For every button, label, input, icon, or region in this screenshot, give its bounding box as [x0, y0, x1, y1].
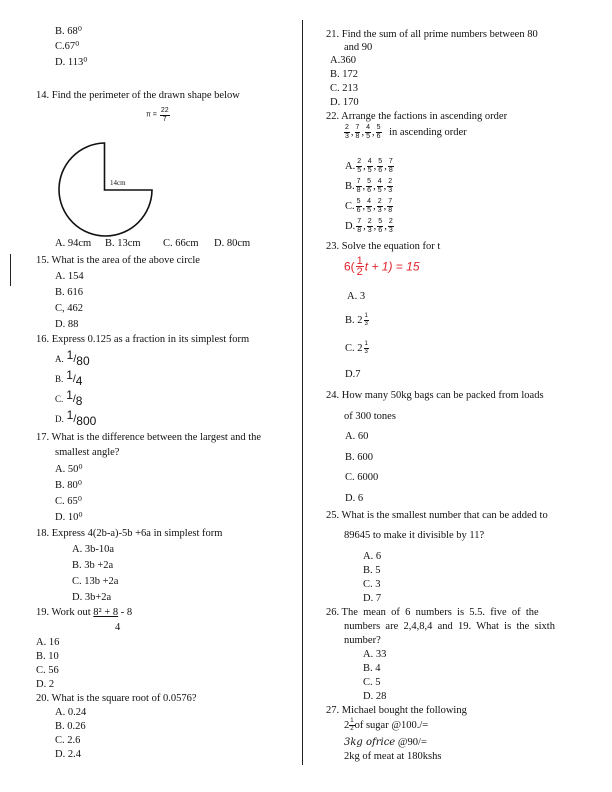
- q26-option-c: C. 5: [363, 677, 381, 688]
- q22-option-d: D. $\frac{7}{8}$ , $\frac{2}{3}$ , $\frac{5}{6}$ , $\frac{2}{3}$: [345, 218, 393, 234]
- q25-question-cont: 89645 to make it divisible by 11?: [344, 530, 485, 541]
- q25-question: 25. What is the smallest number that can be added to: [326, 510, 548, 521]
- q21-option-c: C. 213: [330, 83, 359, 94]
- q21-option-b: B. 172: [330, 69, 359, 80]
- q17-question: 17. What is the difference between the largest and the: [36, 432, 262, 443]
- q15-option-c: C, 462: [55, 303, 84, 314]
- q23-equation: 6( $\frac{1}{2}$ t + 1) = 15: [344, 255, 420, 278]
- q14-option-b: B. 13cm: [105, 238, 141, 249]
- q18-option-b: B. 3b +2a: [72, 560, 114, 571]
- q24-option-d: D. 6: [345, 493, 364, 504]
- q27-item-meat: 2kg of meat at 180kshs: [344, 751, 442, 762]
- q20-option-a: A. 0.24: [55, 707, 87, 718]
- q24-option-c: C. 6000: [345, 472, 379, 483]
- q19-option-d: D. 2: [36, 679, 55, 690]
- q16-option-d: D. 1/800: [55, 408, 97, 428]
- q17-question-cont: smallest angle?: [55, 447, 120, 458]
- q23-question: 23. Solve the equation for t: [326, 241, 441, 252]
- q14-question: 14. Find the perimeter of the drawn shape below: [36, 90, 240, 101]
- q23-option-a: A. 3: [347, 291, 366, 302]
- q13-option-d: D. 113⁰: [55, 57, 88, 68]
- margin-mark: [10, 254, 11, 286]
- q27-question: 27. Michael bought the following: [326, 705, 467, 716]
- figure-radius-label: 14cm: [110, 179, 126, 187]
- q22-fractions: $\frac{2}{3}$ , $\frac{7}{8}$ , $\frac{4}{5}$ , $\frac{5}{6}$ in ascending order: [345, 124, 467, 140]
- q23-option-c: C. 2 $\frac{1}{3}$: [345, 341, 368, 355]
- q19-numerator: 8² + 8: [93, 607, 119, 618]
- q15-option-d: D. 88: [55, 319, 79, 330]
- q25-option-c: C. 3: [363, 579, 381, 590]
- circle-sector-figure: [55, 139, 159, 241]
- q23-option-b: B. 2 $\frac{1}{3}$: [345, 313, 368, 327]
- q19-question: 19. Work out 8² + 8 - 8: [36, 607, 133, 618]
- q15-question: 15. What is the area of the above circle: [36, 255, 200, 266]
- q22-option-c: C. $\frac{5}{6}$ , $\frac{4}{5}$ , $\frac{2}{3}$ , $\frac{7}{8}$: [345, 198, 393, 214]
- q20-option-b: B. 0.26: [55, 721, 86, 732]
- q22-option-a: A. $\frac{2}{5}$ , $\frac{4}{5}$ , $\frac{5}{6}$ , $\frac{7}{8}$: [345, 158, 393, 174]
- column-divider: [302, 20, 303, 765]
- q16-question: 16. Express 0.125 as a fraction in its simplest form: [36, 334, 250, 345]
- q19-option-a: A. 16: [36, 637, 60, 648]
- q14-option-a: A. 94cm: [55, 238, 92, 249]
- q25-option-a: A. 6: [363, 551, 382, 562]
- q24-question-cont: of 300 tones: [344, 411, 396, 422]
- q14-options: [55, 238, 250, 250]
- q13-option-b: B. 68⁰: [55, 26, 82, 37]
- q16-option-c: C. 1/8: [55, 388, 83, 408]
- q18-option-c: C. 13b +2a: [72, 576, 119, 587]
- q19-option-b: B. 10: [36, 651, 59, 662]
- q23-option-d: D.7: [345, 369, 361, 380]
- q14-option-d: D. 80cm: [214, 238, 251, 249]
- q26-question-cont2: number?: [344, 635, 381, 646]
- q19-denominator: 4: [115, 622, 121, 633]
- q26-option-a: A. 33: [363, 649, 387, 660]
- q26-question: 26. The mean of 6 numbers is 5.5. five of the: [326, 607, 539, 618]
- q22-question: 22. Arrange the factions in ascending order: [326, 111, 508, 122]
- q24-option-b: B. 600: [345, 452, 374, 463]
- q18-option-d: D. 3b+2a: [72, 592, 112, 603]
- q15-option-a: A. 154: [55, 271, 84, 282]
- q19-option-c: C. 56: [36, 665, 59, 676]
- q16-option-a: A. 1/80: [55, 348, 90, 368]
- q25-option-b: B. 5: [363, 565, 381, 576]
- q27-item-sugar: 2 $\frac{1}{2}$ of sugar @100./=: [344, 718, 429, 732]
- q26-question-cont: numbers are 2,4,8,4 and 19. What is the sixth: [344, 621, 555, 632]
- q20-option-d: D. 2.4: [55, 749, 81, 760]
- q27-item-rice: 3kg ofrice @90/=: [344, 737, 427, 748]
- q21-option-d: D. 170: [330, 97, 359, 108]
- q21-question-cont: and 90: [344, 42, 373, 53]
- q24-option-a: A. 60: [345, 431, 369, 442]
- q15-option-b: B. 616: [55, 287, 84, 298]
- q25-option-d: D. 7: [363, 593, 382, 604]
- q26-option-b: B. 4: [363, 663, 381, 674]
- q21-question: 21. Find the sum of all prime numbers between 80: [326, 29, 538, 40]
- q24-question: 24. How many 50kg bags can be packed from loads: [326, 390, 544, 401]
- pi-fraction: $\frac{22}{7}$: [160, 107, 169, 123]
- q17-option-b: B. 80⁰: [55, 480, 82, 491]
- q22-option-b: B. $\frac{7}{8}$ , $\frac{5}{6}$ , $\frac{4}{5}$ , $\frac{2}{3}$: [345, 178, 393, 194]
- q16-option-b: B. 1/4: [55, 368, 83, 388]
- q17-option-a: A. 50⁰: [55, 464, 83, 475]
- q18-option-a: A. 3b-10a: [72, 544, 114, 555]
- q14-option-c: C. 66cm: [163, 238, 199, 249]
- pi-formula: [146, 107, 171, 124]
- q13-option-c: C.67⁰: [55, 41, 80, 52]
- q17-option-c: C. 65⁰: [55, 496, 82, 507]
- pi-label: π =: [146, 111, 157, 119]
- q17-option-d: D. 10⁰: [55, 512, 83, 523]
- q20-question: 20. What is the square root of 0.0576?: [36, 693, 197, 704]
- q18-question: 18. Express 4(2b-a)-5b +6a in simplest form: [36, 528, 223, 539]
- q26-option-d: D. 28: [363, 691, 387, 702]
- q21-option-a: A.360: [330, 55, 356, 66]
- q20-option-c: C. 2.6: [55, 735, 81, 746]
